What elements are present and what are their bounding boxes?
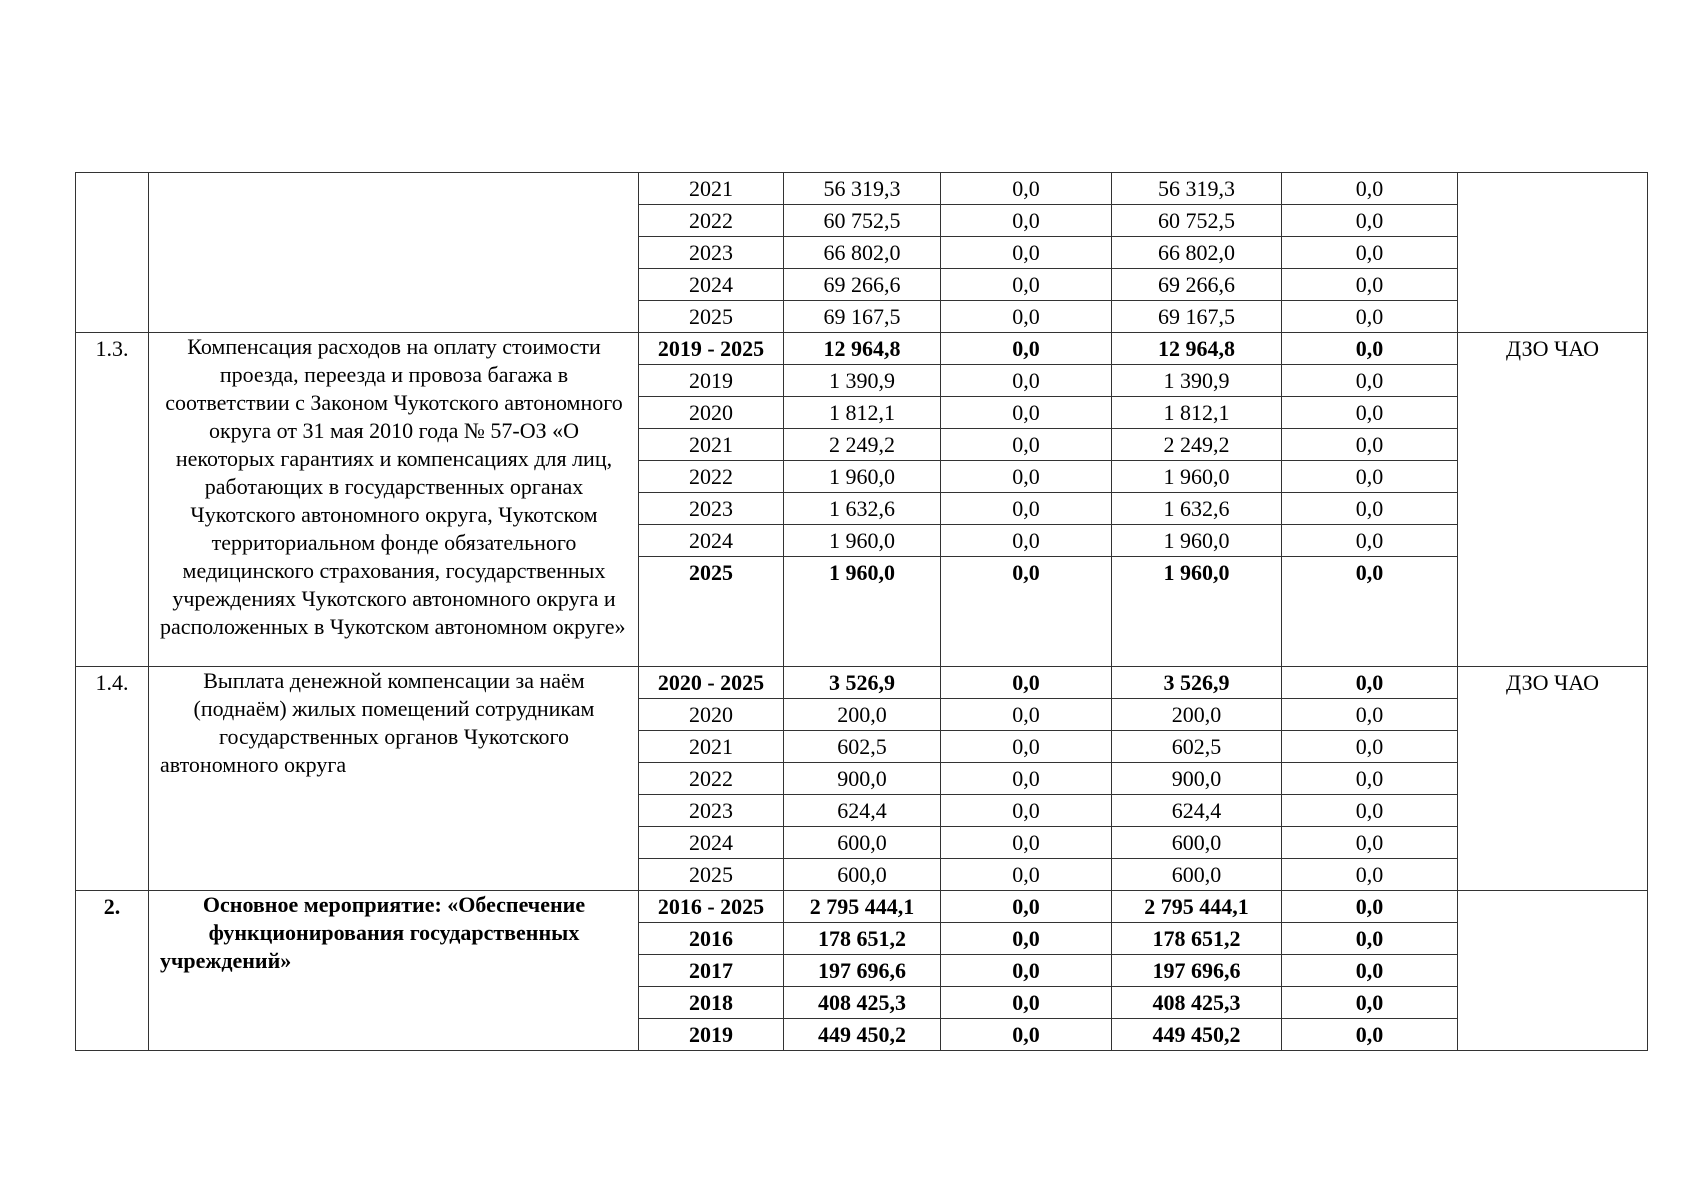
table-row [76, 667, 1648, 699]
regional-cell: 66 802,0 [1112, 237, 1282, 269]
year-cell: 2024 [639, 827, 784, 859]
total-cell: 56 319,3 [784, 173, 941, 205]
year-cell: 2021 [639, 173, 784, 205]
other-cell: 0,0 [1282, 525, 1458, 557]
item-name-cell [149, 173, 639, 333]
total-cell: 600,0 [784, 827, 941, 859]
regional-cell: 600,0 [1112, 827, 1282, 859]
federal-cell: 0,0 [941, 237, 1112, 269]
item-name-cell: Основное мероприятие: «Обеспечение функционирования государственных учреждений» [149, 891, 639, 1051]
regional-cell: 600,0 [1112, 859, 1282, 891]
regional-cell: 408 425,3 [1112, 987, 1282, 1019]
year-cell: 2019 [639, 365, 784, 397]
total-cell: 66 802,0 [784, 237, 941, 269]
federal-cell: 0,0 [941, 493, 1112, 525]
federal-cell: 0,0 [941, 269, 1112, 301]
year-cell: 2021 [639, 731, 784, 763]
total-cell: 449 450,2 [784, 1019, 941, 1051]
executor-cell: ДЗО ЧАО [1458, 667, 1648, 891]
regional-cell: 1 812,1 [1112, 397, 1282, 429]
regional-cell: 449 450,2 [1112, 1019, 1282, 1051]
federal-cell: 0,0 [941, 859, 1112, 891]
other-cell: 0,0 [1282, 493, 1458, 525]
federal-cell: 0,0 [941, 987, 1112, 1019]
other-cell: 0,0 [1282, 205, 1458, 237]
total-cell: 200,0 [784, 699, 941, 731]
federal-cell: 0,0 [941, 205, 1112, 237]
regional-cell: 60 752,5 [1112, 205, 1282, 237]
item-number-cell: 2. [76, 891, 149, 1051]
regional-cell: 200,0 [1112, 699, 1282, 731]
total-cell: 900,0 [784, 763, 941, 795]
year-cell: 2019 - 2025 [639, 333, 784, 365]
federal-cell: 0,0 [941, 1019, 1112, 1051]
other-cell: 0,0 [1282, 859, 1458, 891]
regional-cell: 56 319,3 [1112, 173, 1282, 205]
total-cell: 602,5 [784, 731, 941, 763]
other-cell: 0,0 [1282, 795, 1458, 827]
other-cell: 0,0 [1282, 699, 1458, 731]
federal-cell: 0,0 [941, 731, 1112, 763]
table-row [76, 333, 1648, 365]
total-cell: 178 651,2 [784, 923, 941, 955]
year-cell: 2023 [639, 493, 784, 525]
year-cell: 2016 [639, 923, 784, 955]
year-cell: 2020 [639, 397, 784, 429]
year-cell: 2023 [639, 795, 784, 827]
total-cell: 69 266,6 [784, 269, 941, 301]
year-cell: 2024 [639, 525, 784, 557]
item-number-cell: 1.4. [76, 667, 149, 891]
regional-cell: 624,4 [1112, 795, 1282, 827]
regional-cell: 197 696,6 [1112, 955, 1282, 987]
federal-cell: 0,0 [941, 667, 1112, 699]
federal-cell: 0,0 [941, 333, 1112, 365]
item-name-cell: Компенсация расходов на оплату стоимости проезда, переезда и провоза багажа в соответствии с Законом Чукотского автономного округа от 31 мая 2010 года № 57-ОЗ «О некоторых гарантиях и компенсациях для лиц, работающих в государственных органах Чукотского автономного округа, Чукотском территориальном фонде обязательного медицинского страхования, государственных учреждениях Чукотского автономного округа и расположенных в Чукотском автономном округе» [149, 333, 639, 667]
other-cell: 0,0 [1282, 237, 1458, 269]
federal-cell: 0,0 [941, 763, 1112, 795]
total-cell: 1 960,0 [784, 525, 941, 557]
regional-cell: 602,5 [1112, 731, 1282, 763]
total-cell: 12 964,8 [784, 333, 941, 365]
federal-cell: 0,0 [941, 429, 1112, 461]
regional-cell: 178 651,2 [1112, 923, 1282, 955]
federal-cell: 0,0 [941, 525, 1112, 557]
other-cell: 0,0 [1282, 461, 1458, 493]
other-cell: 0,0 [1282, 365, 1458, 397]
year-cell: 2025 [639, 859, 784, 891]
other-cell: 0,0 [1282, 333, 1458, 365]
total-cell: 2 249,2 [784, 429, 941, 461]
total-cell: 69 167,5 [784, 301, 941, 333]
federal-cell: 0,0 [941, 827, 1112, 859]
other-cell: 0,0 [1282, 429, 1458, 461]
total-cell: 1 960,0 [784, 461, 941, 493]
year-cell: 2020 - 2025 [639, 667, 784, 699]
other-cell: 0,0 [1282, 1019, 1458, 1051]
year-cell: 2018 [639, 987, 784, 1019]
regional-cell: 1 960,0 [1112, 525, 1282, 557]
total-cell: 1 632,6 [784, 493, 941, 525]
other-cell: 0,0 [1282, 557, 1458, 667]
regional-cell: 1 390,9 [1112, 365, 1282, 397]
federal-cell: 0,0 [941, 557, 1112, 667]
item-number-cell [76, 173, 149, 333]
regional-cell: 1 632,6 [1112, 493, 1282, 525]
year-cell: 2022 [639, 461, 784, 493]
total-cell: 60 752,5 [784, 205, 941, 237]
year-cell: 2024 [639, 269, 784, 301]
other-cell: 0,0 [1282, 173, 1458, 205]
total-cell: 408 425,3 [784, 987, 941, 1019]
federal-cell: 0,0 [941, 301, 1112, 333]
regional-cell: 2 249,2 [1112, 429, 1282, 461]
year-cell: 2021 [639, 429, 784, 461]
executor-cell [1458, 173, 1648, 333]
year-cell: 2025 [639, 557, 784, 667]
other-cell: 0,0 [1282, 731, 1458, 763]
federal-cell: 0,0 [941, 461, 1112, 493]
regional-cell: 3 526,9 [1112, 667, 1282, 699]
year-cell: 2022 [639, 205, 784, 237]
federal-cell: 0,0 [941, 795, 1112, 827]
other-cell: 0,0 [1282, 397, 1458, 429]
regional-cell: 69 167,5 [1112, 301, 1282, 333]
year-cell: 2016 - 2025 [639, 891, 784, 923]
other-cell: 0,0 [1282, 667, 1458, 699]
regional-cell: 1 960,0 [1112, 557, 1282, 667]
year-cell: 2020 [639, 699, 784, 731]
table-row [76, 891, 1648, 923]
total-cell: 1 812,1 [784, 397, 941, 429]
total-cell: 1 960,0 [784, 557, 941, 667]
item-number-cell: 1.3. [76, 333, 149, 667]
year-cell: 2023 [639, 237, 784, 269]
federal-cell: 0,0 [941, 173, 1112, 205]
item-name-cell: Выплата денежной компенсации за наём (поднаём) жилых помещений сотрудникам государственных органов Чукотского автономного округа [149, 667, 639, 891]
table-row [76, 173, 1648, 205]
total-cell: 197 696,6 [784, 955, 941, 987]
regional-cell: 69 266,6 [1112, 269, 1282, 301]
total-cell: 3 526,9 [784, 667, 941, 699]
total-cell: 2 795 444,1 [784, 891, 941, 923]
regional-cell: 12 964,8 [1112, 333, 1282, 365]
total-cell: 624,4 [784, 795, 941, 827]
federal-cell: 0,0 [941, 699, 1112, 731]
other-cell: 0,0 [1282, 301, 1458, 333]
total-cell: 1 390,9 [784, 365, 941, 397]
other-cell: 0,0 [1282, 827, 1458, 859]
other-cell: 0,0 [1282, 269, 1458, 301]
other-cell: 0,0 [1282, 955, 1458, 987]
federal-cell: 0,0 [941, 365, 1112, 397]
other-cell: 0,0 [1282, 923, 1458, 955]
regional-cell: 1 960,0 [1112, 461, 1282, 493]
total-cell: 600,0 [784, 859, 941, 891]
year-cell: 2019 [639, 1019, 784, 1051]
year-cell: 2025 [639, 301, 784, 333]
executor-cell [1458, 891, 1648, 1051]
federal-cell: 0,0 [941, 397, 1112, 429]
other-cell: 0,0 [1282, 891, 1458, 923]
federal-cell: 0,0 [941, 923, 1112, 955]
funding-table [75, 172, 1648, 1051]
year-cell: 2022 [639, 763, 784, 795]
other-cell: 0,0 [1282, 763, 1458, 795]
year-cell: 2017 [639, 955, 784, 987]
federal-cell: 0,0 [941, 955, 1112, 987]
federal-cell: 0,0 [941, 891, 1112, 923]
other-cell: 0,0 [1282, 987, 1458, 1019]
regional-cell: 900,0 [1112, 763, 1282, 795]
regional-cell: 2 795 444,1 [1112, 891, 1282, 923]
executor-cell: ДЗО ЧАО [1458, 333, 1648, 667]
